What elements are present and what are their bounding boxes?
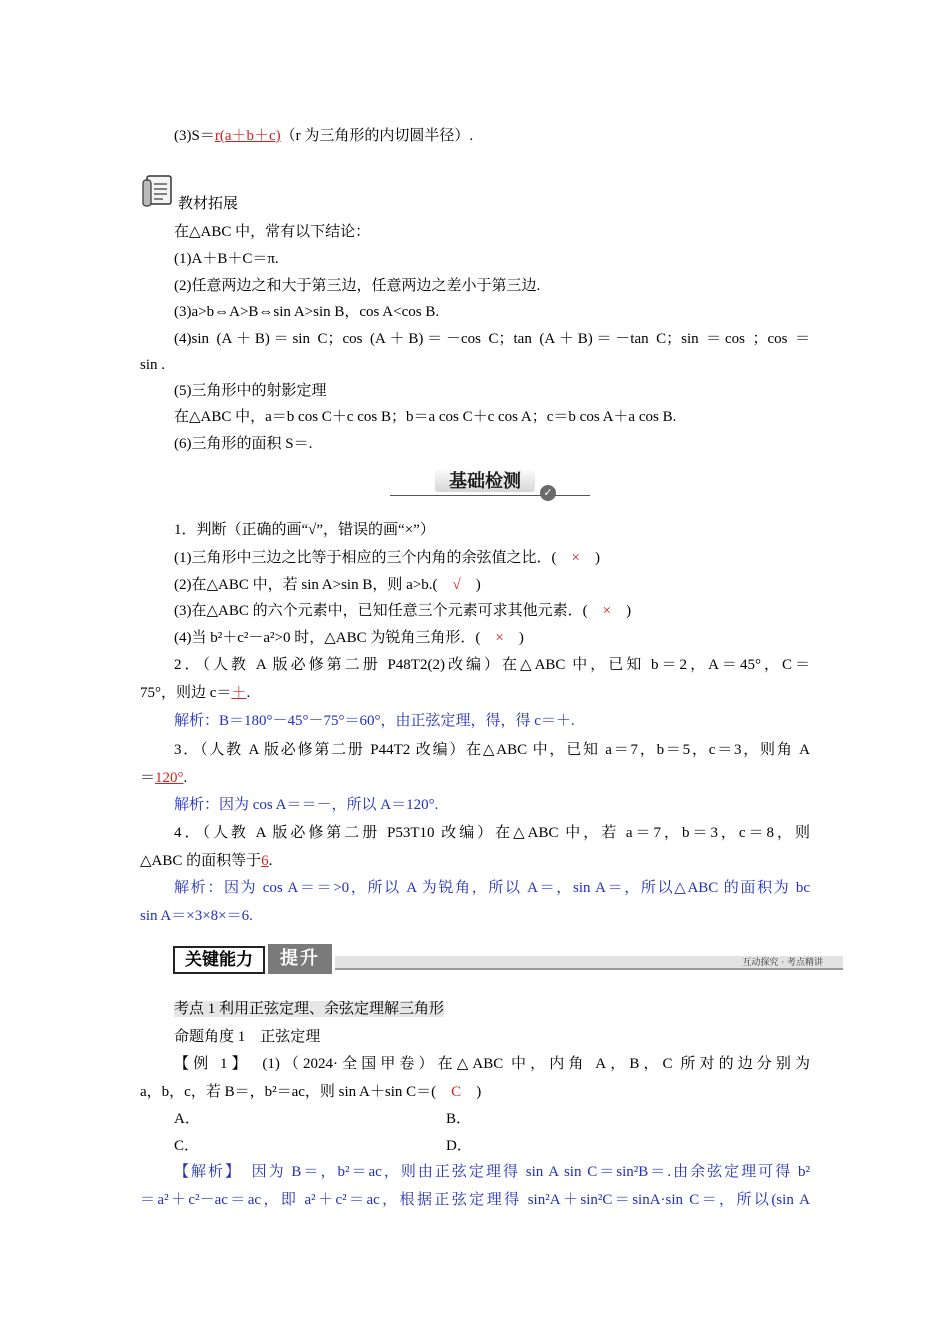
answer-mark: × (571, 550, 580, 566)
option-b: B． (446, 1111, 472, 1127)
question-4-solution: 解析：因为 cos A＝＝>0，所以 A 为锐角，所以 A＝，sin A＝，所以△ABC 的面积为 bc (174, 880, 810, 896)
question-1-item: (2)在△ABC 中，若 sin A>sin B，则 a>b.( √ ) (174, 577, 481, 593)
question-2-solution: 解析：B＝180°－45°－75°＝60°，由正弦定理，得，得 c＝＋. (174, 713, 575, 729)
basic-check-title: 基础检测 (449, 471, 521, 492)
extension-item: (4)sin (A＋B)＝sin C；cos (A＋B)＝－cos C；tan (A＋B)＝－tan C；sin ＝cos ；cos ＝ (174, 331, 810, 347)
divider (390, 495, 590, 496)
answer-mark: √ (452, 577, 461, 593)
question-1-stem: 1．判断（正确的画“√”，错误的画“×”） (174, 522, 435, 538)
check-icon: ✓ (540, 485, 556, 501)
extension-item: (1)A＋B＋C＝π. (174, 251, 279, 267)
example-1-line: a，b，c，若 B＝，b²＝ac，则 sin A＋sin C＝( C ) (140, 1084, 482, 1100)
extension-item: (5)三角形中的射影定理 (174, 383, 327, 399)
option-c: C． (174, 1138, 200, 1154)
extension-intro: 在△ABC 中，常有以下结论： (174, 224, 371, 240)
answer-blank: 120° (155, 770, 184, 786)
answer-mark: × (495, 630, 504, 646)
answer-blank: ＋ (231, 685, 247, 701)
key-ability-banner (173, 944, 843, 978)
answer-mark: × (602, 603, 612, 619)
example-1-solution: 【解析】 因为 B＝，b²＝ac，则由正弦定理得 sin A sin C＝sin²B＝.由余弦定理可得 b² (174, 1164, 810, 1180)
answer-blank: r(a＋b＋c) (214, 128, 281, 144)
option-row (174, 1136, 810, 1156)
topic-subheading: 命题角度 1 正弦定理 (174, 1029, 321, 1045)
extension-item: (3)a>b⇔A>B⇔sin A>sin B，cos A<cos B. (174, 304, 440, 320)
extension-title: 教材拓展 (178, 196, 239, 212)
question-2-line: 2．（人教 A 版必修第二册 P48T2(2)改编）在△ABC 中，已知 b＝2，A＝45°，C＝ (174, 657, 810, 673)
question-3-line: ＝120°. (140, 770, 188, 786)
question-1-item: (4)当 b²＋c²－a²>0 时，△ABC 为锐角三角形．( × ) (174, 630, 524, 646)
answer-choice: C (451, 1084, 462, 1100)
topic-heading: 考点 1 利用正弦定理、余弦定理解三角形 (174, 1001, 445, 1017)
question-4-line: 4．（人教 A 版必修第二册 P53T10 改编）在△ABC 中，若 a＝7，b＝3，c＝8，则 (174, 825, 810, 841)
extension-item-cont: sin . (140, 357, 166, 373)
improve-label: 提升 (280, 948, 320, 969)
key-ability-label: 关键能力 (185, 950, 253, 970)
option-d: D． (446, 1138, 472, 1154)
extension-item: 在△ABC 中，a＝b cos C＋c cos B；b＝a cos C＋c cos A；c＝b cos A＋a cos B. (174, 409, 677, 425)
example-1-line: 【例 1】 (1)（2024·全国甲卷）在△ABC 中，内角 A，B，C 所对的边分别为 (174, 1056, 810, 1072)
question-1-item: (1)三角形中三边之比等于相应的三个内角的余弦值之比．( × ) (174, 550, 600, 566)
question-3-line: 3．（人教 A 版必修第二册 P44T2 改编）在△ABC 中，已知 a＝7，b＝5，c＝3，则角 A (174, 742, 810, 758)
extension-item: (6)三角形的面积 S＝. (174, 436, 313, 452)
option-row (174, 1109, 810, 1129)
textbook-icon (141, 172, 175, 208)
question-4-solution-cont: sin A＝×3×8×＝6. (140, 908, 253, 924)
example-1-solution-cont: ＝a²＋c²－ac＝ac，即 a²＋c²＝ac，根据正弦定理得 sin²A＋sin²C＝sinA·sin C＝，所以(sin A (140, 1192, 810, 1208)
question-3-solution: 解析：因为 cos A＝＝－，所以 A＝120°. (174, 797, 439, 813)
option-a: A． (174, 1111, 200, 1127)
banner-tagline: 互动探究 · 考点精讲 (742, 958, 823, 968)
area-formula-line: (3)S＝r(a＋b＋c)（r 为三角形的内切圆半径）. (174, 128, 474, 144)
basic-check-heading (390, 466, 590, 502)
extension-item: (2)任意两边之和大于第三边，任意两边之差小于第三边. (174, 278, 541, 294)
question-4-line: △ABC 的面积等于6. (140, 853, 273, 869)
question-2-line: 75°，则边 c＝＋. (140, 685, 251, 701)
question-1-item: (3)在△ABC 的六个元素中，已知任意三个元素可求其他元素．( × ) (174, 603, 632, 619)
answer-blank: 6 (261, 853, 269, 869)
